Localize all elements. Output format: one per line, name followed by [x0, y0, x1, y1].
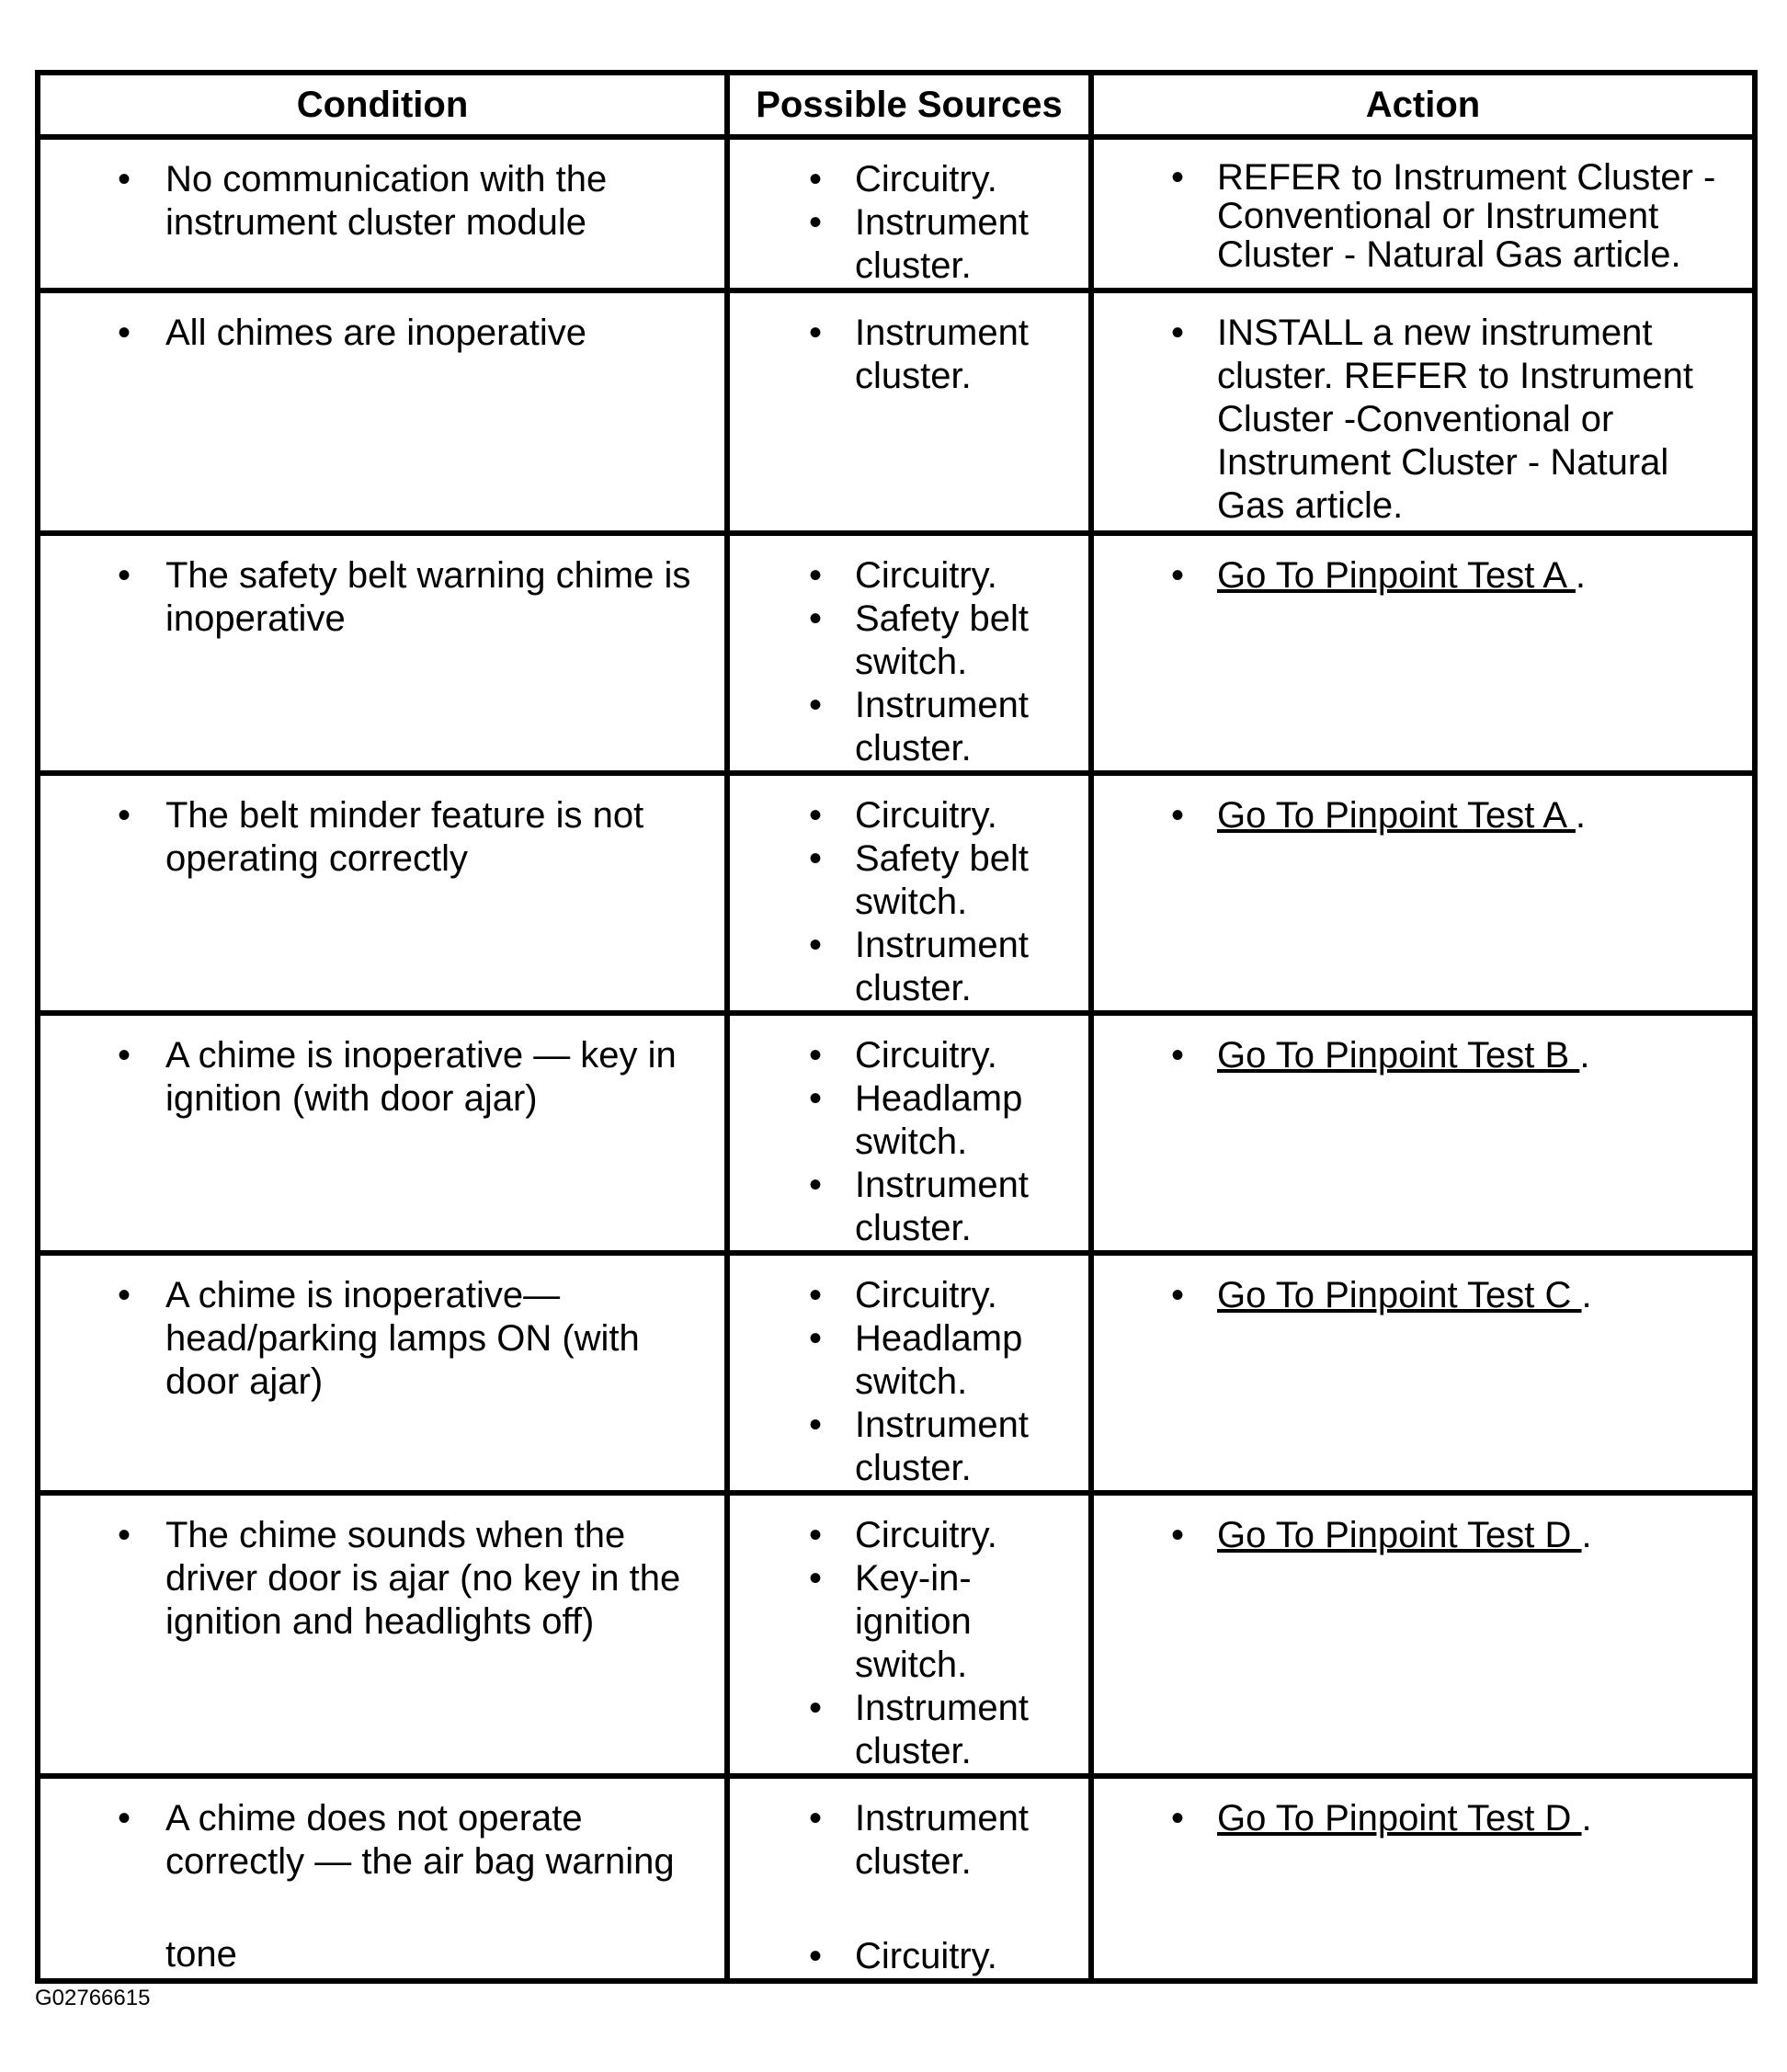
action-text: • INSTALL a new instrument cluster. REFER to Instrument Cluster -Conventional or Instrument Cluster - Natural Gas article.	[1217, 312, 1734, 528]
condition-text: • The safety belt warning chime is inoperative	[165, 554, 715, 641]
source-item: • Headlamp switch.	[855, 1077, 1079, 1164]
action-cell	[1091, 533, 1755, 773]
source-item: • Headlamp switch.	[855, 1317, 1079, 1404]
condition-text-part2: tone	[165, 1934, 237, 1975]
table-row	[38, 773, 1755, 1013]
condition-cell	[38, 533, 727, 773]
action-item	[1217, 794, 1734, 837]
action-item	[1217, 554, 1734, 598]
condition-text: • The belt minder feature is not operating correctly	[165, 794, 715, 881]
pinpoint-test-link[interactable]: Go To Pinpoint Test D	[1217, 1515, 1582, 1555]
action-cell	[1091, 1776, 1755, 1981]
header-row	[38, 73, 1755, 137]
source-item: • Key-in-ignition switch.	[855, 1557, 1079, 1687]
sources-cell	[727, 137, 1091, 290]
action-suffix: .	[1581, 1798, 1592, 1839]
table-row	[38, 1776, 1755, 1981]
action-item	[1217, 1514, 1734, 1557]
source-item: • Circuitry.	[855, 554, 1079, 598]
action-item	[1217, 1797, 1734, 1840]
action-cell	[1091, 290, 1755, 533]
condition-cell	[38, 1493, 727, 1776]
pinpoint-test-link[interactable]: Go To Pinpoint Test D	[1217, 1798, 1582, 1839]
pinpoint-test-link[interactable]: Go To Pinpoint Test A	[1217, 555, 1576, 596]
condition-cell	[38, 773, 727, 1013]
sources-cell	[727, 1493, 1091, 1776]
sources-cell	[727, 1776, 1091, 1981]
table-row	[38, 290, 1755, 533]
action-item	[1217, 1034, 1734, 1077]
source-item: • Circuitry.	[855, 794, 1079, 837]
figure-code: G02766615	[35, 1986, 151, 2010]
source-item: • Instrument cluster.	[855, 201, 1079, 288]
sources-cell	[727, 1253, 1091, 1493]
table-row	[38, 1253, 1755, 1493]
pinpoint-test-link[interactable]: Go To Pinpoint Test A	[1217, 795, 1576, 836]
source-item: • Instrument cluster.	[855, 312, 1079, 398]
condition-text: • A chime is inoperative— head/parking lamps ON (with door ajar)	[165, 1274, 715, 1404]
table-row	[38, 533, 1755, 773]
sources-cell	[727, 290, 1091, 533]
sources-cell	[727, 773, 1091, 1013]
header-possible-sources: Possible Sources	[727, 73, 1091, 137]
source-item: • Instrument cluster.	[855, 1797, 1079, 1884]
condition-text	[165, 1797, 715, 1976]
source-item: • Instrument cluster.	[855, 924, 1079, 1010]
condition-cell	[38, 1776, 727, 1981]
condition-cell	[38, 137, 727, 290]
action-cell	[1091, 773, 1755, 1013]
source-item: • Instrument cluster.	[855, 1687, 1079, 1773]
sources-cell	[727, 1013, 1091, 1253]
source-item: • Circuitry.	[855, 1935, 1079, 1978]
source-item: • Instrument cluster.	[855, 684, 1079, 770]
source-item: • Circuitry.	[855, 1274, 1079, 1317]
pinpoint-test-link[interactable]: Go To Pinpoint Test B	[1217, 1035, 1580, 1076]
source-item: • Circuitry.	[855, 158, 1079, 201]
action-suffix: .	[1579, 1035, 1590, 1076]
action-cell	[1091, 137, 1755, 290]
diagnosis-table	[35, 70, 1758, 1984]
action-cell	[1091, 1253, 1755, 1493]
source-item: • Circuitry.	[855, 1034, 1079, 1077]
condition-cell	[38, 290, 727, 533]
action-item	[1217, 1274, 1734, 1317]
action-suffix: .	[1581, 1275, 1592, 1315]
condition-cell	[38, 1253, 727, 1493]
action-cell	[1091, 1013, 1755, 1253]
condition-text: • No communication with the instrument cluster module	[165, 158, 715, 245]
table-row	[38, 1493, 1755, 1776]
sources-cell	[727, 533, 1091, 773]
condition-text: • The chime sounds when the driver door is ajar (no key in the ignition and headlights off)	[165, 1514, 715, 1644]
action-suffix: .	[1575, 555, 1587, 596]
pinpoint-test-link[interactable]: Go To Pinpoint Test C	[1217, 1275, 1582, 1315]
source-item: • Instrument cluster.	[855, 1164, 1079, 1250]
table-row	[38, 137, 1755, 290]
action-text: • REFER to Instrument Cluster - Conventional or Instrument Cluster - Natural Gas article.	[1217, 158, 1734, 274]
action-suffix: .	[1581, 1515, 1592, 1555]
header-action: Action	[1091, 73, 1755, 137]
condition-text: • All chimes are inoperative	[165, 312, 715, 355]
action-cell	[1091, 1493, 1755, 1776]
action-suffix: .	[1575, 795, 1587, 836]
condition-text-part1: A chime does not operate correctly — the air bag warning	[165, 1798, 675, 1882]
source-item: • Circuitry.	[855, 1514, 1079, 1557]
source-item: • Safety belt switch.	[855, 837, 1079, 924]
table-row	[38, 1013, 1755, 1253]
source-item: • Instrument cluster.	[855, 1404, 1079, 1490]
source-item: • Safety belt switch.	[855, 598, 1079, 684]
condition-text: • A chime is inoperative — key in ignition (with door ajar)	[165, 1034, 715, 1121]
header-condition: Condition	[38, 73, 727, 137]
condition-cell	[38, 1013, 727, 1253]
